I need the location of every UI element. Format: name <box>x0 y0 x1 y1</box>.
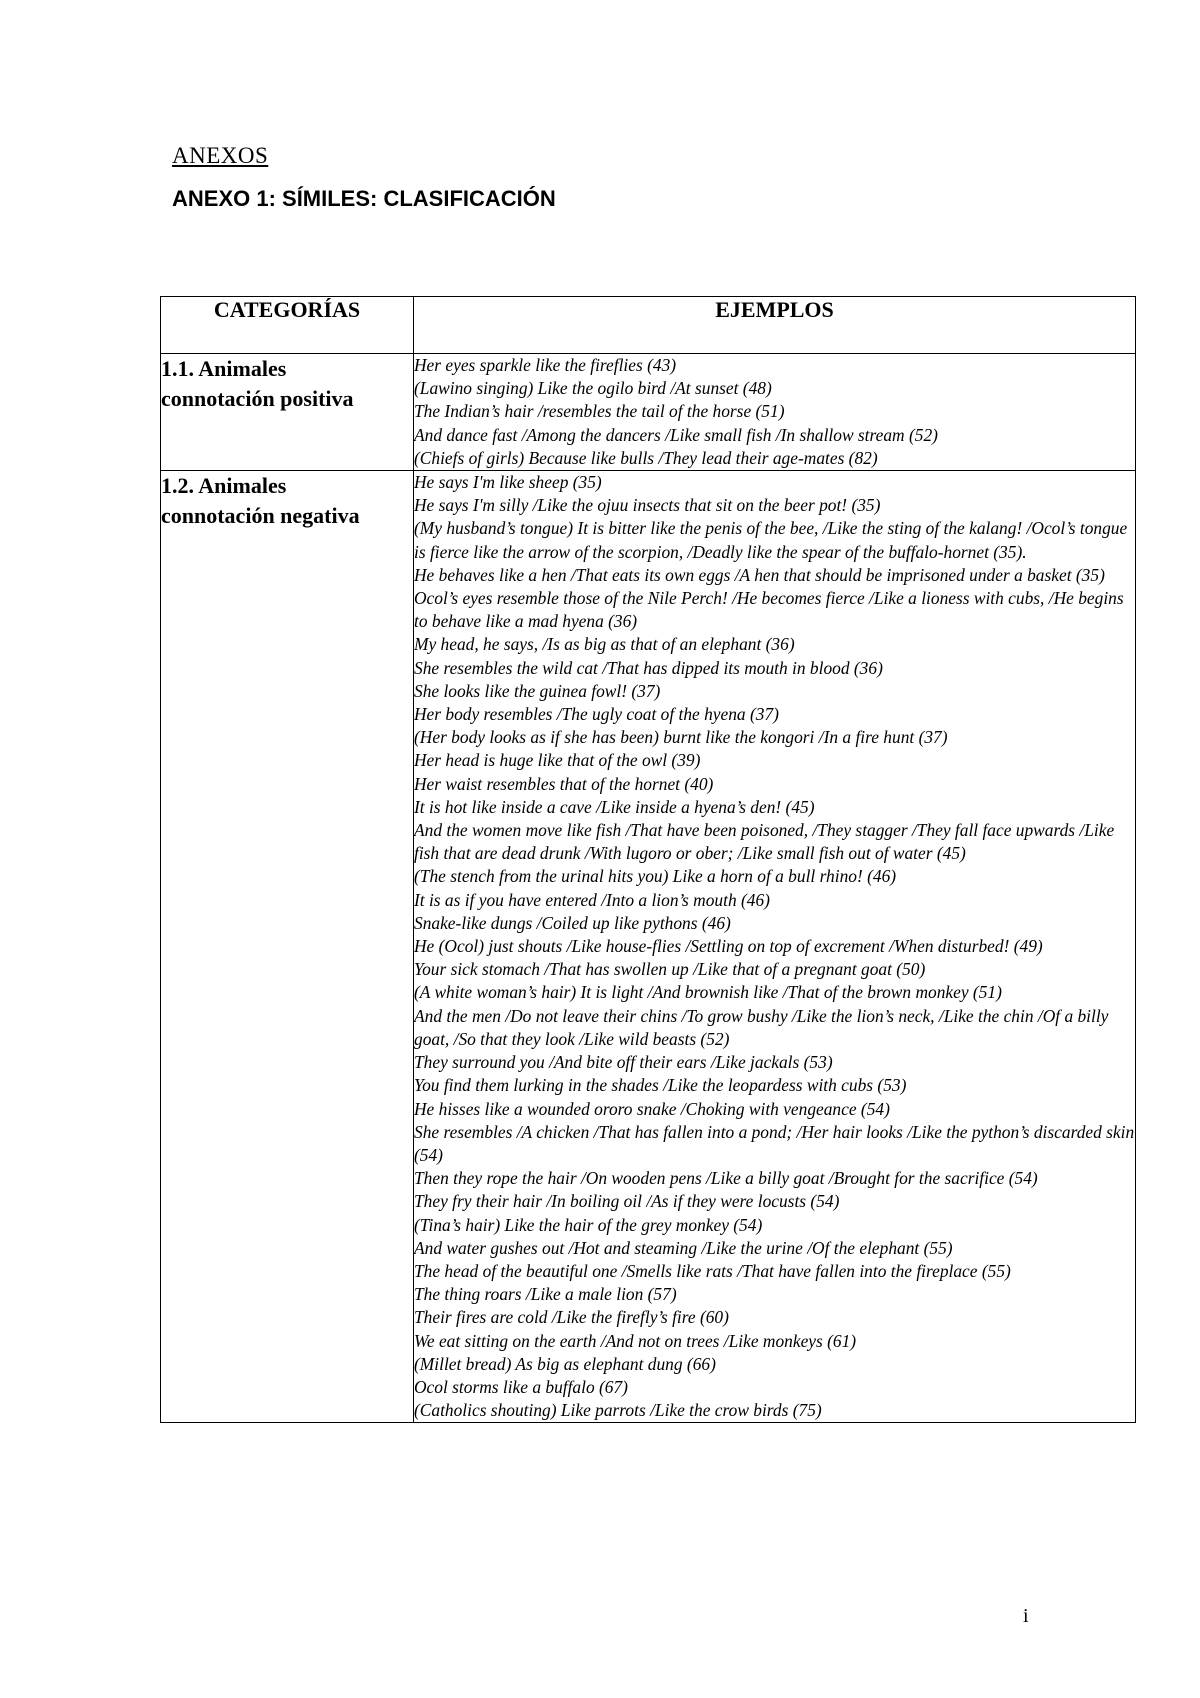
example-line: Then they rope the hair /On wooden pens /Like a billy goat /Brought for the sacrifice (54) <box>414 1168 1038 1189</box>
example-line: He says I'm like sheep (35) <box>414 472 602 493</box>
example-line: It is hot like inside a cave /Like inside a hyena’s den! (45) <box>414 796 815 817</box>
example-line: (A white woman’s hair) It is light /And brownish like /That of the brown monkey (51) <box>414 982 1002 1003</box>
example-line: (Chiefs of girls) Because like bulls /They lead their age-mates (82) <box>414 447 878 468</box>
example-line: He hisses like a wounded ororo snake /Choking with vengeance (54) <box>414 1098 890 1119</box>
category-number-label: 1.1. Animales <box>161 356 287 381</box>
example-line: Ocol storms like a buffalo (67) <box>414 1376 628 1397</box>
example-line: Their fires are cold /Like the firefly’s fire (60) <box>414 1307 729 1328</box>
example-line: She looks like the guinea fowl! (37) <box>414 680 661 701</box>
example-line: And the men /Do not leave their chins /To grow bushy /Like the lion’s neck, /Like the chin /Of a billy goat, /So that they look /Like wild beasts (52) <box>414 1005 1109 1049</box>
category-number-label: 1.2. Animales <box>161 473 287 499</box>
examples-cell <box>414 354 1136 471</box>
category-cell <box>161 471 414 1423</box>
example-line: He says I'm silly /Like the ojuu insects that sit on the beer pot! (35) <box>414 495 881 516</box>
example-line: The head of the beautiful one /Smells like rats /That have fallen into the fireplace (55) <box>414 1260 1011 1281</box>
example-line: We eat sitting on the earth /And not on trees /Like monkeys (61) <box>414 1330 857 1351</box>
example-line: He (Ocol) just shouts /Like house-flies /Settling on top of excrement /When disturbed! (49) <box>414 936 1043 957</box>
example-line: (Tina’s hair) Like the hair of the grey monkey (54) <box>414 1214 763 1235</box>
section-heading: ANEXOS <box>172 143 269 168</box>
example-line: (My husband’s tongue) It is bitter like the penis of the bee, /Like the sting of the kalang! /Ocol’s tongue is fierce like the arrow of the scorpion, /Deadly like the spear of the buffalo-hornet (35). <box>414 518 1128 562</box>
similes-table <box>160 296 1136 1423</box>
example-line: The Indian’s hair /resembles the tail of the horse (51) <box>414 401 785 422</box>
examples-cell <box>414 471 1136 1423</box>
example-line: Her head is huge like that of the owl (39) <box>414 750 701 771</box>
example-line: Her body resembles /The ugly coat of the hyena (37) <box>414 704 779 725</box>
example-line: (Millet bread) As big as elephant dung (66) <box>414 1353 716 1374</box>
example-line: The thing roars /Like a male lion (57) <box>414 1284 677 1305</box>
column-header-examples: EJEMPLOS <box>414 297 1136 354</box>
example-line: (Her body looks as if she has been) burnt like the kongori /In a fire hunt (37) <box>414 727 948 748</box>
example-line: He behaves like a hen /That eats its own eggs /A hen that should be imprisoned under a basket (35) <box>414 564 1105 585</box>
example-line: Your sick stomach /That has swollen up /Like that of a pregnant goat (50) <box>414 959 926 980</box>
table-header-row <box>161 297 1136 354</box>
example-line: And dance fast /Among the dancers /Like small fish /In shallow stream (52) <box>414 424 938 445</box>
table-row <box>161 471 1136 1423</box>
example-line: They fry their hair /In boiling oil /As if they were locusts (54) <box>414 1191 840 1212</box>
example-line: Her eyes sparkle like the fireflies (43) <box>414 355 677 375</box>
page-number: i <box>1023 1605 1029 1627</box>
example-line: (Catholics shouting) Like parrots /Like the crow birds (75) <box>414 1400 822 1421</box>
example-line: (The stench from the urinal hits you) Like a horn of a bull rhino! (46) <box>414 866 897 887</box>
category-cell <box>161 354 414 471</box>
example-line: Snake-like dungs /Coiled up like pythons (46) <box>414 912 731 933</box>
example-line: You find them lurking in the shades /Like the leopardess with cubs (53) <box>414 1075 907 1096</box>
example-line: And the women move like fish /That have been poisoned, /They stagger /They fall face upwards /Like fish that are dead drunk /With lugoro or ober; /Like small fish out of water (45) <box>414 820 1115 864</box>
page-title: ANEXO 1: SÍMILES: CLASIFICACIÓN <box>172 186 556 211</box>
example-line: Her waist resembles that of the hornet (40) <box>414 773 714 794</box>
example-line: She resembles the wild cat /That has dipped its mouth in blood (36) <box>414 657 883 678</box>
example-line: Ocol’s eyes resemble those of the Nile Perch! /He becomes fierce /Like a lioness with cubs, /He begins to behave like a mad hyena (36) <box>414 588 1124 632</box>
example-line: It is as if you have entered /Into a lion’s mouth (46) <box>414 889 770 910</box>
example-line: And water gushes out /Hot and steaming /Like the urine /Of the elephant (55) <box>414 1237 953 1258</box>
category-connotation-label: connotación negativa <box>161 503 360 529</box>
table-row <box>161 354 1136 471</box>
example-line: (Lawino singing) Like the ogilo bird /At sunset (48) <box>414 378 772 399</box>
column-header-categories: CATEGORÍAS <box>161 297 414 354</box>
example-line: My head, he says, /Is as big as that of an elephant (36) <box>414 634 795 655</box>
example-line: She resembles /A chicken /That has fallen into a pond; /Her hair looks /Like the python’s discarded skin (54) <box>414 1121 1135 1165</box>
example-line: They surround you /And bite off their ears /Like jackals (53) <box>414 1052 833 1073</box>
category-connotation-label: connotación positiva <box>161 386 354 411</box>
